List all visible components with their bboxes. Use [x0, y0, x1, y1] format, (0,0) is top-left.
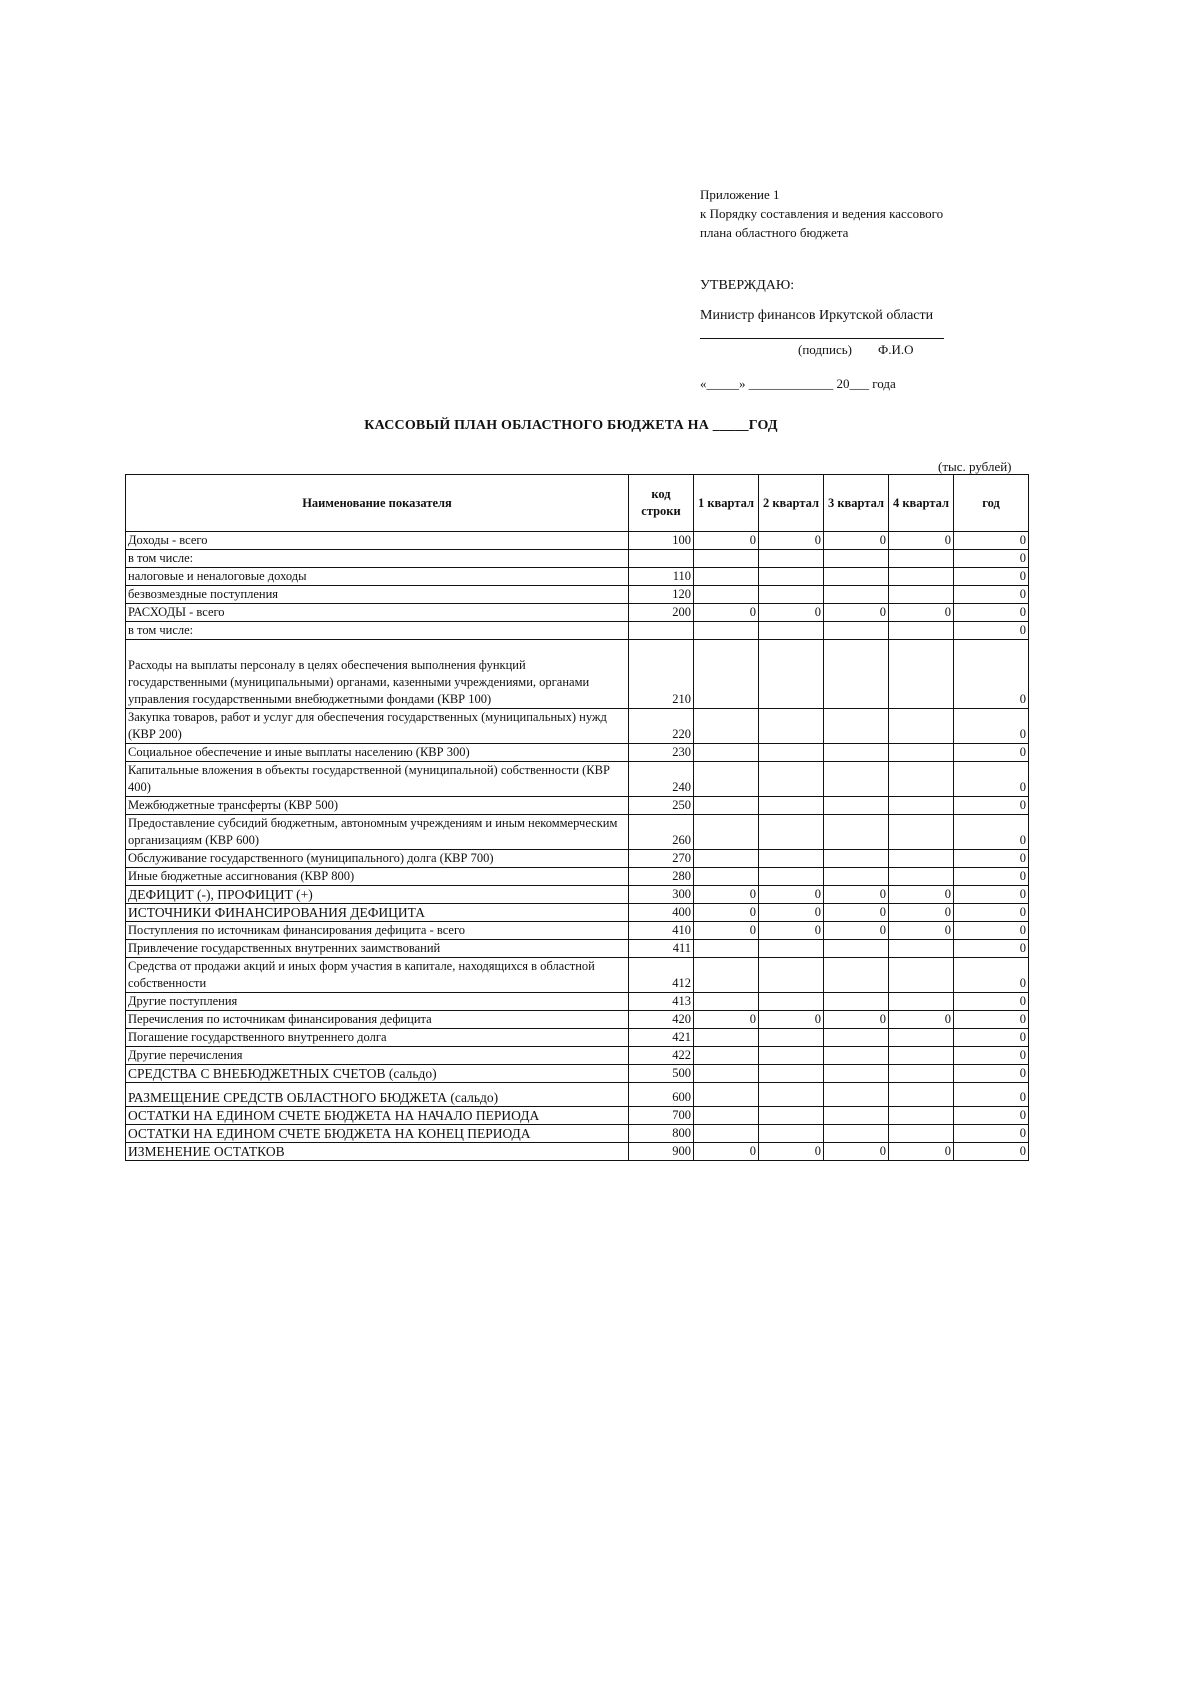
cell-q2: [759, 993, 824, 1011]
table-row: [126, 532, 1029, 550]
cell-q4: [889, 709, 954, 744]
cell-q4: [889, 1065, 954, 1083]
table-row: [126, 886, 1029, 904]
cell-year: 0: [954, 640, 1029, 709]
table-row: [126, 762, 1029, 797]
cell-year: 0: [954, 797, 1029, 815]
date-line: «_____» _____________ 20___ года: [700, 376, 896, 391]
cell-name: Расходы на выплаты персоналу в целях обеспечения выполнения функций государственными (муниципальными) органами, казенными учреждениями, органами управления государственными внебюджетными фондами (КВР 100): [126, 640, 629, 709]
cell-q3: [824, 868, 889, 886]
cell-code: 422: [629, 1047, 694, 1065]
cell-q2: [759, 868, 824, 886]
approval-position: Министр финансов Иркутской области: [700, 308, 934, 323]
cell-name: ОСТАТКИ НА ЕДИНОМ СЧЕТЕ БЮДЖЕТА НА КОНЕЦ ПЕРИОДА: [126, 1125, 629, 1143]
cell-year: 0: [954, 1107, 1029, 1125]
cell-q4: [889, 1125, 954, 1143]
cell-q3: 0: [824, 604, 889, 622]
cell-code: 260: [629, 815, 694, 850]
cell-q3: [824, 762, 889, 797]
cell-year: 0: [954, 993, 1029, 1011]
cell-year: 0: [954, 604, 1029, 622]
cell-name: Привлечение государственных внутренних заимствований: [126, 940, 629, 958]
table-row: [126, 1083, 1029, 1107]
cell-code: 600: [629, 1083, 694, 1107]
cell-name: Другие поступления: [126, 993, 629, 1011]
approval-heading: УТВЕРЖДАЮ:: [700, 278, 795, 293]
cell-code: [629, 550, 694, 568]
cell-q2: [759, 958, 824, 993]
cell-q4: [889, 762, 954, 797]
cell-name: безвозмездные поступления: [126, 586, 629, 604]
cell-q1: [694, 958, 759, 993]
cell-q2: [759, 762, 824, 797]
cell-q1: 0: [694, 532, 759, 550]
cell-q3: 0: [824, 922, 889, 940]
cell-name: Социальное обеспечение и иные выплаты населению (КВР 300): [126, 744, 629, 762]
table-row: [126, 797, 1029, 815]
cell-name: Обслуживание государственного (муниципального) долга (КВР 700): [126, 850, 629, 868]
cell-q3: [824, 709, 889, 744]
cell-q4: [889, 1047, 954, 1065]
cell-q1: [694, 797, 759, 815]
header-code: код строки: [629, 475, 694, 532]
cell-q3: [824, 850, 889, 868]
cell-name: Капитальные вложения в объекты государственной (муниципальной) собственности (КВР 400): [126, 762, 629, 797]
cell-code: 200: [629, 604, 694, 622]
table-row: [126, 1029, 1029, 1047]
cell-q4: [889, 1107, 954, 1125]
cell-q1: 0: [694, 1143, 759, 1161]
cell-code: 900: [629, 1143, 694, 1161]
cell-q1: [694, 1047, 759, 1065]
cell-q1: [694, 709, 759, 744]
cell-q1: [694, 744, 759, 762]
cell-q3: [824, 640, 889, 709]
cell-year: 0: [954, 1011, 1029, 1029]
cell-name: Поступления по источникам финансирования дефицита - всего: [126, 922, 629, 940]
cell-q4: [889, 640, 954, 709]
cell-name: Средства от продажи акций и иных форм участия в капитале, находящихся в областной собственности: [126, 958, 629, 993]
cell-q4: [889, 958, 954, 993]
cell-q1: [694, 993, 759, 1011]
cell-q1: [694, 1125, 759, 1143]
cell-code: 280: [629, 868, 694, 886]
cell-q3: [824, 1107, 889, 1125]
cell-q1: 0: [694, 1011, 759, 1029]
cell-q2: [759, 940, 824, 958]
appendix-line-2: к Порядку составления и ведения кассового: [700, 206, 944, 221]
cell-q2: [759, 1107, 824, 1125]
cell-code: 700: [629, 1107, 694, 1125]
cell-q2: [759, 586, 824, 604]
cell-year: 0: [954, 886, 1029, 904]
cell-year: 0: [954, 568, 1029, 586]
cell-name: налоговые и неналоговые доходы: [126, 568, 629, 586]
cell-code: 220: [629, 709, 694, 744]
cell-code: 800: [629, 1125, 694, 1143]
cell-q4: [889, 1083, 954, 1107]
cell-q1: [694, 762, 759, 797]
units-label: (тыс. рублей): [938, 459, 1012, 474]
cell-q3: 0: [824, 532, 889, 550]
cell-name: Погашение государственного внутреннего долга: [126, 1029, 629, 1047]
cell-code: 210: [629, 640, 694, 709]
cell-q1: [694, 1029, 759, 1047]
cell-q1: [694, 640, 759, 709]
cell-q4: [889, 1029, 954, 1047]
cell-q3: [824, 1083, 889, 1107]
cell-year: 0: [954, 1029, 1029, 1047]
cell-code: 100: [629, 532, 694, 550]
cell-year: 0: [954, 550, 1029, 568]
cell-q4: [889, 550, 954, 568]
table-row: [126, 1065, 1029, 1083]
cell-q3: [824, 550, 889, 568]
table-row: [126, 1107, 1029, 1125]
cell-year: 0: [954, 1065, 1029, 1083]
table-row: [126, 922, 1029, 940]
signature-caption-row: [700, 342, 944, 358]
cell-q2: [759, 550, 824, 568]
header-q2: 2 квартал: [759, 475, 824, 532]
cell-q3: [824, 622, 889, 640]
cell-name: Доходы - всего: [126, 532, 629, 550]
cell-q4: [889, 797, 954, 815]
cell-q1: [694, 868, 759, 886]
cell-year: 0: [954, 850, 1029, 868]
cell-q2: 0: [759, 1143, 824, 1161]
table-row: [126, 1047, 1029, 1065]
cell-q4: [889, 993, 954, 1011]
table-row: [126, 709, 1029, 744]
table-row: [126, 904, 1029, 922]
cell-q3: [824, 1047, 889, 1065]
cell-q3: [824, 958, 889, 993]
cell-q2: [759, 568, 824, 586]
cell-q1: 0: [694, 922, 759, 940]
table-row: [126, 744, 1029, 762]
cell-q3: [824, 1065, 889, 1083]
name-caption: Ф.И.О: [877, 342, 914, 357]
table-row: [126, 1143, 1029, 1161]
table-row: [126, 604, 1029, 622]
signature-line: [700, 324, 944, 339]
cell-year: 0: [954, 762, 1029, 797]
cell-q4: 0: [889, 904, 954, 922]
cash-plan-table: [125, 474, 1029, 1161]
cell-name: в том числе:: [126, 622, 629, 640]
cell-q1: 0: [694, 886, 759, 904]
cell-q1: 0: [694, 904, 759, 922]
cell-code: 500: [629, 1065, 694, 1083]
cell-code: 110: [629, 568, 694, 586]
cell-q1: 0: [694, 604, 759, 622]
cell-q1: [694, 1065, 759, 1083]
cell-code: 410: [629, 922, 694, 940]
cell-year: 0: [954, 815, 1029, 850]
header-q1: 1 квартал: [694, 475, 759, 532]
cell-code: 120: [629, 586, 694, 604]
cell-year: 0: [954, 1083, 1029, 1107]
cell-q2: 0: [759, 604, 824, 622]
appendix-line-3: плана областного бюджета: [700, 225, 849, 240]
cell-q1: [694, 622, 759, 640]
cell-name: РАСХОДЫ - всего: [126, 604, 629, 622]
cell-q2: [759, 1065, 824, 1083]
cell-code: 230: [629, 744, 694, 762]
cell-q1: [694, 850, 759, 868]
cell-q4: 0: [889, 1143, 954, 1161]
cell-year: 0: [954, 1143, 1029, 1161]
table-row: [126, 940, 1029, 958]
cell-year: 0: [954, 586, 1029, 604]
cell-q4: [889, 815, 954, 850]
appendix-note: [700, 185, 943, 242]
cell-year: 0: [954, 958, 1029, 993]
cell-q3: [824, 586, 889, 604]
cell-code: 270: [629, 850, 694, 868]
table-row: [126, 1011, 1029, 1029]
cell-code: 240: [629, 762, 694, 797]
cell-q2: [759, 744, 824, 762]
cell-q2: [759, 815, 824, 850]
cell-name: Иные бюджетные ассигнования (КВР 800): [126, 868, 629, 886]
table-row: [126, 550, 1029, 568]
cell-q2: [759, 1083, 824, 1107]
cell-q2: 0: [759, 1011, 824, 1029]
cell-q3: [824, 993, 889, 1011]
cell-q3: 0: [824, 1011, 889, 1029]
cell-q2: 0: [759, 922, 824, 940]
cell-name: Другие перечисления: [126, 1047, 629, 1065]
table-row: [126, 1125, 1029, 1143]
cell-q1: [694, 1083, 759, 1107]
cell-q2: [759, 850, 824, 868]
cell-q3: 0: [824, 886, 889, 904]
cell-q4: [889, 586, 954, 604]
table-row: [126, 640, 1029, 709]
cell-q2: [759, 622, 824, 640]
cell-q4: [889, 868, 954, 886]
cell-q4: [889, 744, 954, 762]
cell-name: ИСТОЧНИКИ ФИНАНСИРОВАНИЯ ДЕФИЦИТА: [126, 904, 629, 922]
table-row: [126, 568, 1029, 586]
cell-year: 0: [954, 904, 1029, 922]
table-row: [126, 868, 1029, 886]
cell-q4: 0: [889, 922, 954, 940]
cell-code: 411: [629, 940, 694, 958]
table-row: [126, 993, 1029, 1011]
cell-q4: 0: [889, 532, 954, 550]
cell-q4: [889, 568, 954, 586]
approval-block: [700, 278, 944, 392]
cell-q1: [694, 586, 759, 604]
cell-q1: [694, 568, 759, 586]
appendix-line-1: Приложение 1: [700, 187, 780, 202]
cell-name: РАЗМЕЩЕНИЕ СРЕДСТВ ОБЛАСТНОГО БЮДЖЕТА (сальдо): [126, 1083, 629, 1107]
cell-q2: 0: [759, 532, 824, 550]
cell-q3: [824, 744, 889, 762]
cell-q2: [759, 1047, 824, 1065]
cell-q1: [694, 815, 759, 850]
document-title: КАССОВЫЙ ПЛАН ОБЛАСТНОГО БЮДЖЕТА НА _____ГОД: [364, 418, 778, 433]
header-name: Наименование показателя: [126, 475, 629, 532]
header-q4: 4 квартал: [889, 475, 954, 532]
cell-name: в том числе:: [126, 550, 629, 568]
cell-year: 0: [954, 709, 1029, 744]
cell-q4: [889, 850, 954, 868]
cell-name: ДЕФИЦИТ (-), ПРОФИЦИТ (+): [126, 886, 629, 904]
cell-name: Перечисления по источникам финансирования дефицита: [126, 1011, 629, 1029]
cell-year: 0: [954, 922, 1029, 940]
cell-q3: 0: [824, 1143, 889, 1161]
signature-caption: (подпись): [798, 342, 852, 357]
table-row: [126, 622, 1029, 640]
cell-code: 413: [629, 993, 694, 1011]
table-row: [126, 586, 1029, 604]
cell-code: [629, 622, 694, 640]
table-row: [126, 815, 1029, 850]
cell-year: 0: [954, 622, 1029, 640]
cell-q2: [759, 709, 824, 744]
cell-q3: [824, 1029, 889, 1047]
table-row: [126, 850, 1029, 868]
cell-name: ОСТАТКИ НА ЕДИНОМ СЧЕТЕ БЮДЖЕТА НА НАЧАЛО ПЕРИОДА: [126, 1107, 629, 1125]
cell-year: 0: [954, 532, 1029, 550]
cell-q4: [889, 622, 954, 640]
cell-q4: 0: [889, 886, 954, 904]
cell-code: 300: [629, 886, 694, 904]
cell-q2: [759, 797, 824, 815]
header-q3: 3 квартал: [824, 475, 889, 532]
cell-code: 400: [629, 904, 694, 922]
cell-q2: 0: [759, 886, 824, 904]
cell-name: Межбюджетные трансферты (КВР 500): [126, 797, 629, 815]
cell-code: 250: [629, 797, 694, 815]
cell-q3: 0: [824, 904, 889, 922]
cell-year: 0: [954, 940, 1029, 958]
cell-q2: 0: [759, 904, 824, 922]
cell-q3: [824, 1125, 889, 1143]
cell-code: 421: [629, 1029, 694, 1047]
cell-q3: [824, 797, 889, 815]
cell-year: 0: [954, 1125, 1029, 1143]
cell-q1: [694, 940, 759, 958]
cell-q3: [824, 568, 889, 586]
table-header-row: [126, 475, 1029, 532]
cell-q4: [889, 940, 954, 958]
table-body: [126, 532, 1029, 1161]
cell-year: 0: [954, 868, 1029, 886]
cell-year: 0: [954, 1047, 1029, 1065]
cell-year: 0: [954, 744, 1029, 762]
header-year: год: [954, 475, 1029, 532]
cell-name: СРЕДСТВА С ВНЕБЮДЖЕТНЫХ СЧЕТОВ (сальдо): [126, 1065, 629, 1083]
cell-q1: [694, 550, 759, 568]
cell-code: 420: [629, 1011, 694, 1029]
cell-code: 412: [629, 958, 694, 993]
cell-q2: [759, 1125, 824, 1143]
cell-q2: [759, 1029, 824, 1047]
cell-q4: 0: [889, 1011, 954, 1029]
table-row: [126, 958, 1029, 993]
cell-q2: [759, 640, 824, 709]
cell-q4: 0: [889, 604, 954, 622]
cell-name: Закупка товаров, работ и услуг для обеспечения государственных (муниципальных) нужд (КВР 200): [126, 709, 629, 744]
cell-name: Предоставление субсидий бюджетным, автономным учреждениям и иным некоммерческим организациям (КВР 600): [126, 815, 629, 850]
cell-q3: [824, 940, 889, 958]
cell-q1: [694, 1107, 759, 1125]
cell-q3: [824, 815, 889, 850]
cell-name: ИЗМЕНЕНИЕ ОСТАТКОВ: [126, 1143, 629, 1161]
